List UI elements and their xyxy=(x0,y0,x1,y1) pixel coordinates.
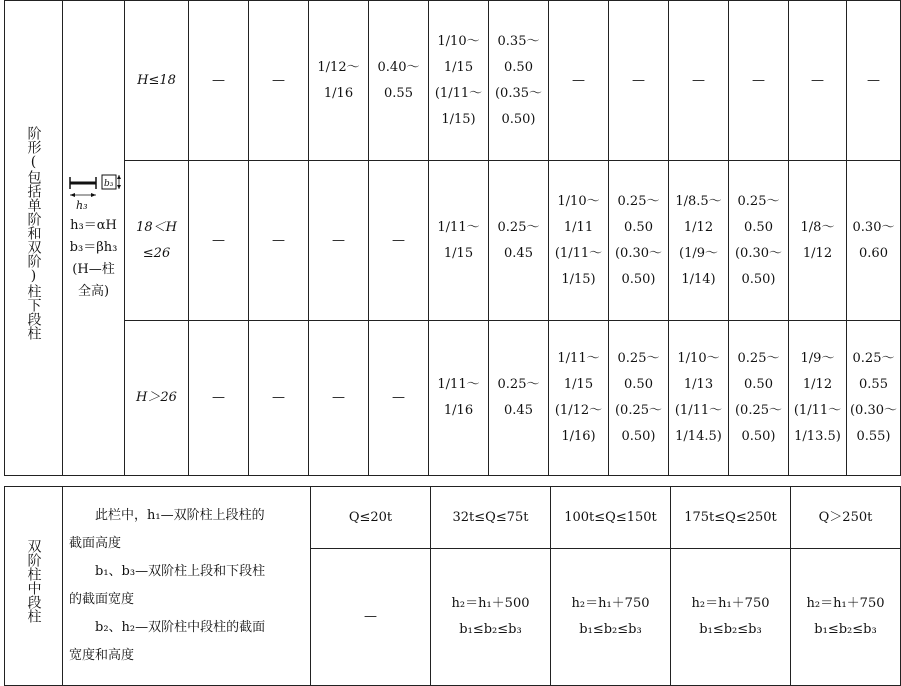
range-label: 18＜H ≤26 xyxy=(125,161,189,321)
table-cell: — xyxy=(609,1,669,161)
diagram-h-label: h₃ xyxy=(75,199,87,212)
table-cell: 1/11～ 1/15 xyxy=(429,161,489,321)
table-cell: 1/8～ 1/12 xyxy=(789,161,847,321)
table-row xyxy=(5,1,901,161)
table-cell: — xyxy=(189,1,249,161)
table-row xyxy=(5,487,901,549)
table-cell: 1/12～ 1/16 xyxy=(309,1,369,161)
table-cell: — xyxy=(729,1,789,161)
table-cell: 1/10～ 1/13 (1/11～ 1/14.5) xyxy=(669,321,729,476)
load-header: Q＞250t xyxy=(791,487,901,549)
load-header: 100t≤Q≤150t xyxy=(551,487,671,549)
lower-column-table xyxy=(4,0,901,476)
table-cell: 0.25～ 0.50 (0.30～ 0.50) xyxy=(609,161,669,321)
diagram-b-label: b₃ xyxy=(103,179,113,189)
table-cell: h₂＝h₁＋750 b₁≤b₂≤b₃ xyxy=(671,549,791,686)
table-cell: — xyxy=(309,161,369,321)
load-header: 175t≤Q≤250t xyxy=(671,487,791,549)
table-cell: 0.25～ 0.50 (0.25～ 0.50) xyxy=(729,321,789,476)
table-cell: — xyxy=(189,321,249,476)
table-cell: 1/11～ 1/16 xyxy=(429,321,489,476)
middle-column-table xyxy=(4,486,901,686)
section-diagram-icon xyxy=(66,173,122,213)
table-row xyxy=(5,161,901,321)
table-row xyxy=(5,321,901,476)
table-cell: 0.25～ 0.45 xyxy=(489,321,549,476)
load-header: Q≤20t xyxy=(311,487,431,549)
table-cell: — xyxy=(249,321,309,476)
table-cell: 1/8.5～ 1/12 (1/9～ 1/14) xyxy=(669,161,729,321)
table-cell: 0.40～ 0.55 xyxy=(369,1,429,161)
table-cell: 0.30～ 0.60 xyxy=(847,161,901,321)
table-cell: — xyxy=(311,549,431,686)
table-cell: 0.25～ 0.50 (0.25～ 0.50) xyxy=(609,321,669,476)
table-cell: — xyxy=(309,321,369,476)
table-cell: — xyxy=(249,161,309,321)
table-cell: 1/11～ 1/15 (1/12～ 1/16) xyxy=(549,321,609,476)
range-label: H≤18 xyxy=(125,1,189,161)
table-cell: — xyxy=(189,161,249,321)
definitions-cell xyxy=(63,1,125,476)
table-cell: — xyxy=(789,1,847,161)
note-cell: 此栏中，h₁—双阶柱上段柱的 截面高度 b₁、b₃—双阶柱上段和下段柱 的截面宽度 b₂、h₂—双阶柱中段柱的截面 宽度和高度 xyxy=(63,487,311,686)
table-cell: h₂＝h₁＋500 b₁≤b₂≤b₃ xyxy=(431,549,551,686)
table-cell: — xyxy=(669,1,729,161)
table-cell: — xyxy=(369,321,429,476)
table-cell: — xyxy=(847,1,901,161)
table-cell: 1/10～ 1/11 (1/11～ 1/15) xyxy=(549,161,609,321)
table-cell: 1/9～ 1/12 (1/11～ 1/13.5) xyxy=(789,321,847,476)
table-cell: 0.25～ 0.50 (0.30～ 0.50) xyxy=(729,161,789,321)
table-cell: — xyxy=(249,1,309,161)
table-cell: 0.25～ 0.55 (0.30～ 0.55) xyxy=(847,321,901,476)
table-cell: — xyxy=(369,161,429,321)
range-label: H＞26 xyxy=(125,321,189,476)
table-cell: h₂＝h₁＋750 b₁≤b₂≤b₃ xyxy=(791,549,901,686)
table-cell: 0.25～ 0.45 xyxy=(489,161,549,321)
row-header-lower-column: 阶形(包括单阶和双阶)柱下段柱 xyxy=(5,1,63,476)
table-cell: 0.35～ 0.50 (0.35～ 0.50) xyxy=(489,1,549,161)
load-header: 32t≤Q≤75t xyxy=(431,487,551,549)
row-header-middle-column: 双阶柱中段柱 xyxy=(5,487,63,686)
table-cell: h₂＝h₁＋750 b₁≤b₂≤b₃ xyxy=(551,549,671,686)
table-cell: 1/10～ 1/15 (1/11～ 1/15) xyxy=(429,1,489,161)
table-cell: — xyxy=(549,1,609,161)
definitions-text: h₃＝αH b₃＝βh₃ (H—柱 全高) xyxy=(69,218,118,299)
